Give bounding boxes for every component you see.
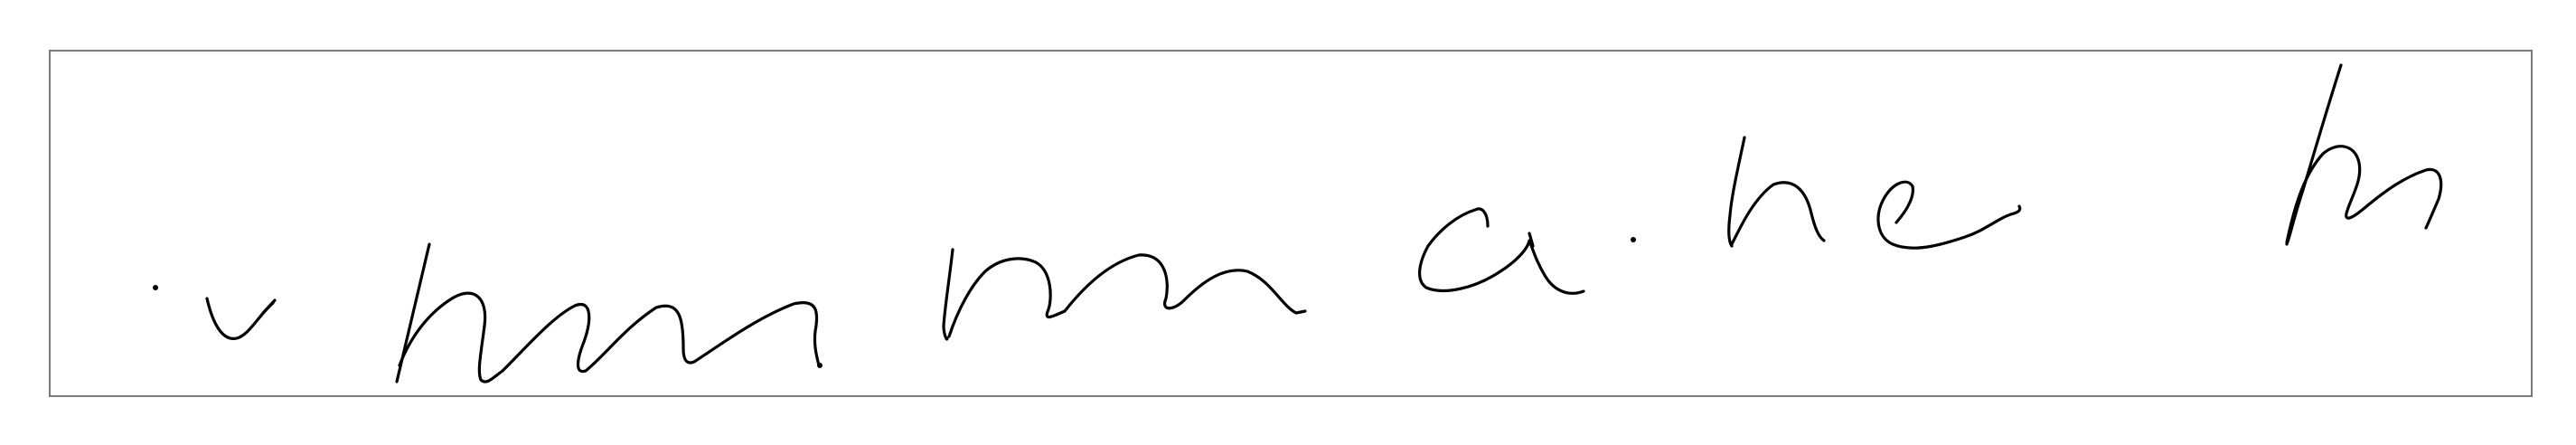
ink-dot-m1 — [817, 363, 823, 368]
ink-stroke-b — [2287, 65, 2441, 244]
ink-stroke-h1 — [397, 244, 503, 382]
ink-stroke-e — [1878, 182, 2020, 248]
ink-stroke-a — [1420, 209, 1584, 293]
ink-stroke-h2 — [1729, 137, 1824, 246]
ink-stroke-m2 — [949, 255, 1305, 336]
ink-dot — [153, 285, 158, 290]
ink-stroke-m1 — [503, 303, 819, 372]
ink-stroke-v — [207, 298, 275, 338]
ink-dot-mid — [1631, 237, 1636, 242]
